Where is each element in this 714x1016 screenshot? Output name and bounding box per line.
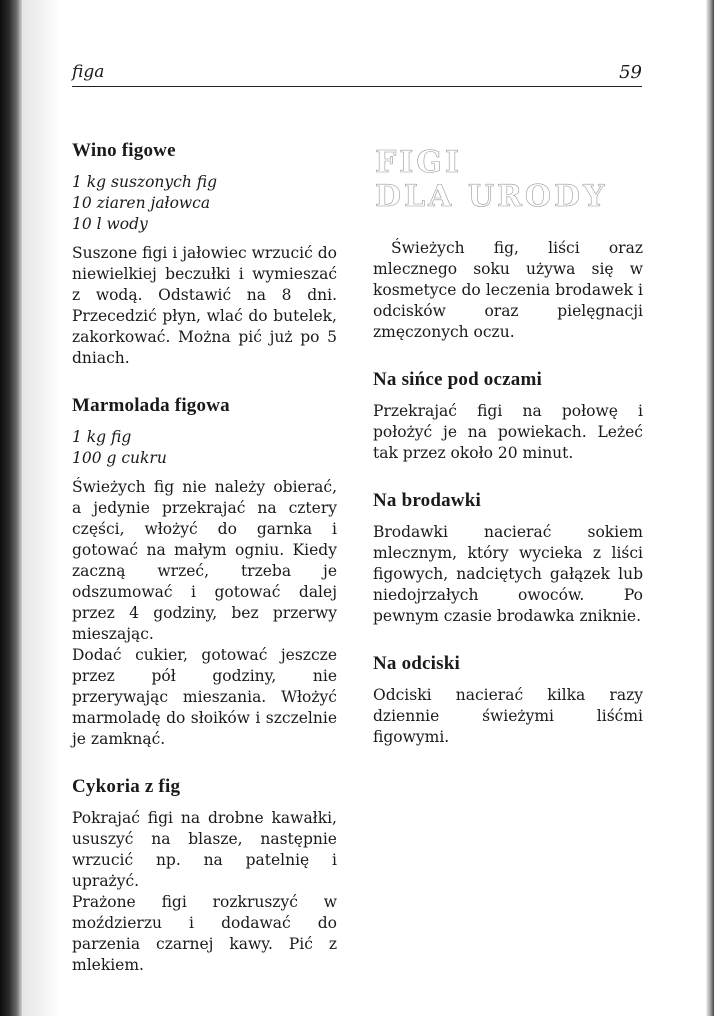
ingredient-list <box>72 427 337 469</box>
paragraph: Świeżych fig nie należy obierać, a jedynie przekrajać na cztery części, włożyć do garnka i gotować na małym ogniu. Kiedy zaczną wrzeć, trzeba je odszumować i gotować dalej przez 4 godziny, bez przerwy mieszając. <box>72 478 337 643</box>
section-title: Marmolada figowa <box>72 395 230 416</box>
paragraph: Przekrajać figi na połowę i położyć je na powiekach. Leżeć tak przez około 20 minut. <box>373 402 643 462</box>
book-spine-shadow <box>0 0 22 1016</box>
section-title: Na brodawki <box>373 490 481 511</box>
chapter-title <box>375 146 643 214</box>
remedy-odciski <box>373 653 643 748</box>
section-title: Wino figowe <box>72 140 176 161</box>
remedy-brodawki <box>373 490 643 627</box>
paragraph: Odciski nacierać kilka razy dziennie świeżymi liśćmi figowymi. <box>373 686 643 746</box>
ingredient-list <box>72 172 337 235</box>
paragraph: Brodawki nacierać sokiem mlecznym, który wycieka z liści figowych, nadciętych gałązek lub niedojrzałych owoców. Po pewnym czasie brodawka zniknie. <box>373 523 643 625</box>
paragraph: Suszone figi i jałowiec wrzucić do niewielkiej beczułki i wymieszać z wodą. Odstawić na 8 dni. Przecedzić płyn, wlać do butelek, zakorkować. Można pić już po 5 dniach. <box>72 244 337 367</box>
page-edge-shadow <box>706 0 714 1016</box>
ingredient: 10 l wody <box>72 215 148 233</box>
page-number: 59 <box>619 62 642 83</box>
ingredient: 1 kg fig <box>72 428 132 446</box>
intro-paragraph: Świeżych fig, liści oraz mlecznego soku używa się w kosmetyce do leczenia brodawek i odcisków oraz pielęgnacji zmęczonych oczu. <box>373 239 643 341</box>
chapter-title-line: DLA URODY <box>375 179 608 214</box>
page-header <box>72 62 642 87</box>
paragraph: Prażone figi rozkruszyć w moździerzu i dodawać do parzenia czarnej kawy. Pić z mlekiem. <box>72 893 337 974</box>
paragraph: Pokrajać figi na drobne kawałki, ususzyć na blasze, następnie wrzucić np. na patelnię i uprażyć. <box>72 809 337 890</box>
remedy-sincie <box>373 369 643 464</box>
ingredient: 100 g cukru <box>72 449 167 467</box>
recipe-cykoria-z-fig <box>72 776 337 976</box>
intro-section <box>373 238 643 343</box>
ingredient: 10 ziaren jałowca <box>72 194 211 212</box>
ingredient: 1 kg suszonych fig <box>72 173 218 191</box>
recipe-marmolada-figowa <box>72 395 337 750</box>
running-head: figa <box>72 62 105 82</box>
section-title: Na odciski <box>373 653 460 674</box>
spine-gradient <box>22 0 60 1016</box>
paragraph: Dodać cukier, gotować jeszcze przez pół godziny, nie przerywając mieszania. Włożyć marmoladę do słoików i szczelnie je zamknąć. <box>72 646 337 748</box>
right-column <box>373 140 643 774</box>
left-column <box>72 140 337 1002</box>
section-title: Na sińce pod oczami <box>373 369 542 390</box>
chapter-title-line: FIGI <box>375 145 462 180</box>
recipe-wino-figowe <box>72 140 337 369</box>
section-title: Cykoria z fig <box>72 776 181 797</box>
